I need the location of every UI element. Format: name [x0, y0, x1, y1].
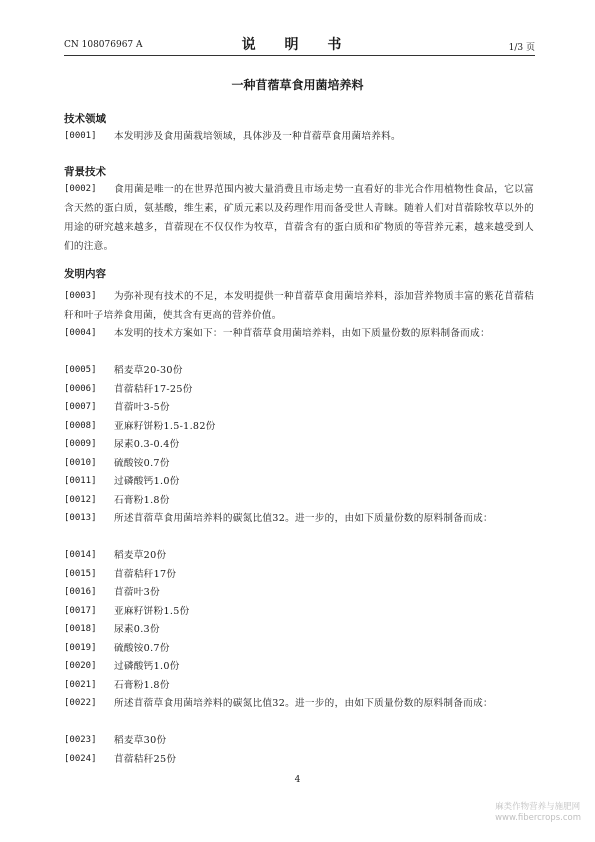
paragraph-text: 苜蓿秸秆17份 [114, 569, 177, 580]
paragraph-text: 硫酸铵0.7份 [114, 643, 170, 654]
paragraph-number: [0011] [64, 476, 97, 486]
paragraph-number: [0003] [64, 291, 97, 301]
paragraph-0003 [64, 287, 534, 325]
paragraph-0013 [64, 509, 534, 528]
paragraph-0012 [64, 491, 534, 510]
page-number: 4 [294, 775, 301, 785]
paragraph-number: [0004] [64, 328, 97, 338]
document-number: CN 108076967 A [64, 40, 143, 50]
paragraph-0011 [64, 472, 534, 491]
paragraph-0016 [64, 583, 534, 602]
paragraph-number: [0022] [64, 698, 97, 708]
header-title: 说 明 书 [241, 37, 354, 53]
paragraph-0015 [64, 565, 534, 584]
paragraph-number: [0023] [64, 735, 97, 745]
paragraph-number: [0001] [64, 131, 97, 141]
watermark [495, 802, 581, 824]
paragraph-0008 [64, 417, 534, 436]
paragraph-number: [0009] [64, 439, 97, 449]
paragraph-0017 [64, 602, 534, 621]
paragraph-0022 [64, 694, 534, 713]
paragraph-text: 为弥补现有技术的不足，本发明提供一种苜蓿草食用菌培养料，添加营养物质丰富的紫花苜蓿秸秆和叶子培养食用菌，使其含有更高的营养价值。 [64, 291, 534, 321]
page-indicator: 1/3 页 [508, 43, 535, 53]
paragraph-0004 [64, 324, 534, 343]
section-heading-technical-field: 技术领域 [64, 113, 106, 125]
paragraph-0020 [64, 657, 534, 676]
paragraph-0019 [64, 639, 534, 658]
paragraph-number: [0024] [64, 754, 97, 764]
paragraph-number: [0006] [64, 384, 97, 394]
watermark-line-1: 麻类作物营养与施肥网 [495, 802, 581, 812]
paragraph-0014 [64, 546, 534, 565]
paragraph-text: 亚麻籽饼粉1.5-1.82份 [114, 421, 216, 432]
header-divider [64, 55, 535, 56]
paragraph-text: 稻麦草30份 [114, 735, 167, 746]
paragraph-text: 硫酸铵0.7份 [114, 458, 170, 469]
paragraph-number: [0005] [64, 365, 97, 375]
paragraph-number: [0002] [64, 184, 97, 194]
paragraph-number: [0018] [64, 624, 97, 634]
paragraph-0007 [64, 398, 534, 417]
paragraph-text: 过磷酸钙1.0份 [114, 661, 180, 672]
paragraph-text: 尿素0.3份 [114, 624, 160, 635]
paragraph-0024 [64, 750, 534, 769]
paragraph-number: [0012] [64, 495, 97, 505]
paragraph-number: [0013] [64, 513, 97, 523]
paragraph-text: 苜蓿叶3-5份 [114, 402, 170, 413]
paragraph-0009 [64, 435, 534, 454]
paragraph-0018 [64, 620, 534, 639]
paragraph-number: [0007] [64, 402, 97, 412]
paragraph-text: 苜蓿叶3份 [114, 587, 160, 598]
paragraph-0002 [64, 180, 534, 256]
paragraph-number: [0014] [64, 550, 97, 560]
paragraph-text: 稻麦草20份 [114, 550, 167, 561]
paragraph-text: 石膏粉1.8份 [114, 495, 170, 506]
paragraph-number: [0017] [64, 606, 97, 616]
section-heading-summary: 发明内容 [64, 268, 106, 280]
paragraph-text: 本发明的技术方案如下：一种苜蓿草食用菌培养料，由如下质量份数的原料制备而成： [114, 328, 490, 339]
paragraph-text: 食用菌是唯一的在世界范围内被大量消费且市场走势一直看好的非光合作用植物性食品，它以富含天然的蛋白质，氨基酸，维生素，矿质元素以及药理作用而备受世人青睐。随着人们对苜蓿除牧草以外的用途的研究越来越多，苜蓿现在不仅仅作为牧草，苜蓿含有的蛋白质和矿物质的等营养元素，越来越受到人们的注意。 [64, 184, 534, 252]
paragraph-text: 苜蓿秸秆17-25份 [114, 384, 193, 395]
paragraph-text: 亚麻籽饼粉1.5份 [114, 606, 190, 617]
paragraph-text: 稻麦草20-30份 [114, 365, 183, 376]
paragraph-text: 尿素0.3-0.4份 [114, 439, 180, 450]
paragraph-number: [0021] [64, 680, 97, 690]
paragraph-text: 苜蓿秸秆25份 [114, 754, 177, 765]
paragraph-text: 过磷酸钙1.0份 [114, 476, 180, 487]
paragraph-0005 [64, 361, 534, 380]
paragraph-number: [0015] [64, 569, 97, 579]
paragraph-0010 [64, 454, 534, 473]
paragraph-text: 所述苜蓿草食用菌培养料的碳氮比值32。进一步的，由如下质量份数的原料制备而成： [114, 698, 493, 709]
paragraph-0006 [64, 380, 534, 399]
paragraph-0021 [64, 676, 534, 695]
paragraph-number: [0008] [64, 421, 97, 431]
paragraph-number: [0019] [64, 643, 97, 653]
paragraph-0001 [64, 127, 534, 146]
paragraph-text: 本发明涉及食用菌栽培领域，具体涉及一种苜蓿草食用菌培养料。 [114, 131, 401, 142]
paragraph-text: 所述苜蓿草食用菌培养料的碳氮比值32。进一步的，由如下质量份数的原料制备而成： [114, 513, 493, 524]
section-heading-background: 背景技术 [64, 166, 106, 178]
paragraph-number: [0010] [64, 458, 97, 468]
paragraph-number: [0016] [64, 587, 97, 597]
paragraph-text: 石膏粉1.8份 [114, 680, 170, 691]
watermark-line-2: www.fibercrops.com [495, 813, 581, 823]
document-title: 一种苜蓿草食用菌培养料 [231, 78, 364, 92]
paragraph-0023 [64, 731, 534, 750]
paragraph-number: [0020] [64, 661, 97, 671]
